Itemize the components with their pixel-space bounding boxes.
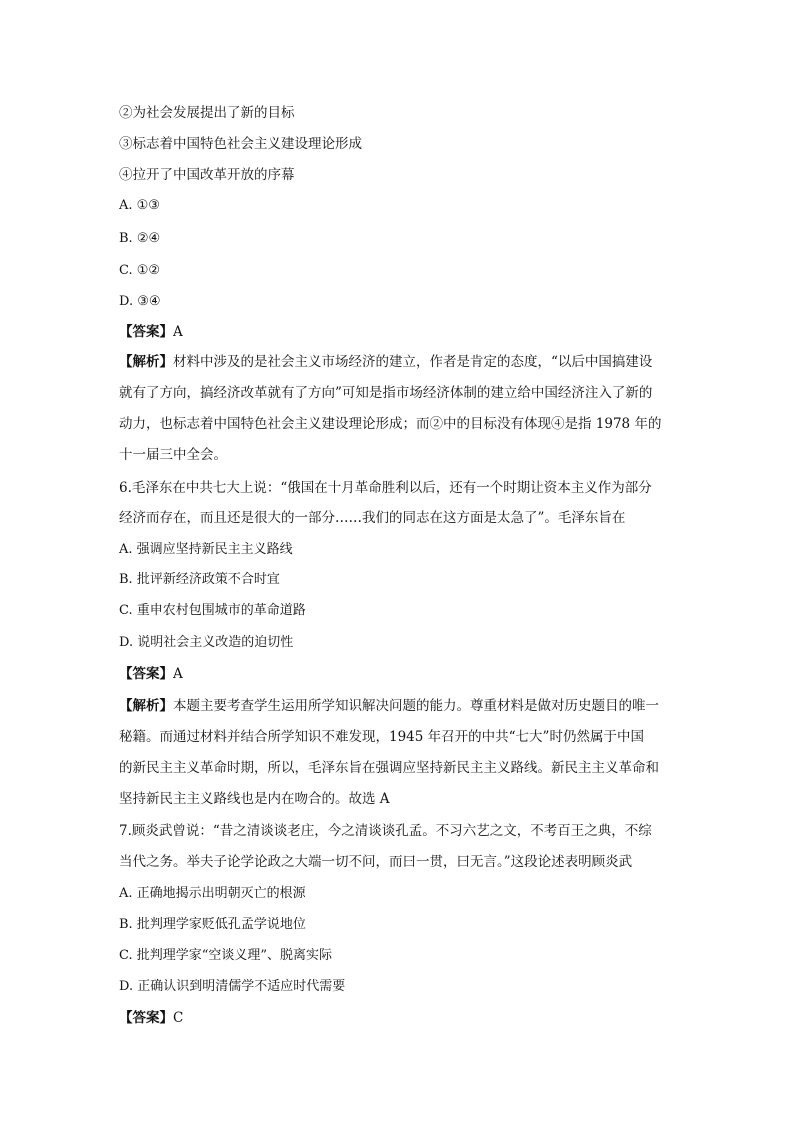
- q5-option-d: D. ③④: [119, 294, 161, 309]
- answer-value: A: [173, 324, 183, 340]
- q5-analysis-line-1: [119, 352, 679, 372]
- q7-option-c: C. 批判理学家“空谈义理”、脱离实际: [119, 948, 333, 963]
- q5-answer: [119, 322, 679, 342]
- analysis-label: 【解析】: [119, 354, 173, 370]
- q6-option-d: D. 说明社会主义改造的迫切性: [119, 635, 294, 650]
- q6-stem-line-1: 6.毛泽东在中共七大上说：“俄国在十月革命胜利以后，还有一个时期让资本主义作为部分: [119, 480, 652, 496]
- answer-label: 【答案】: [119, 1010, 173, 1026]
- answer-value: A: [173, 666, 183, 682]
- analysis-text: 本题主要考查学生运用所学知识解决问题的能力。尊重材料是做对历史题目的唯一: [173, 698, 659, 714]
- q5-analysis-line-4: 十一届三中全会。: [119, 447, 227, 463]
- q6-stem-line-2: 经济而存在，而且还是很大的一部分……我们的同志在这方面是太急了”。毛泽东旨在: [119, 510, 626, 526]
- q7-option-a: A. 正确地揭示出明朝灭亡的根源: [119, 886, 306, 901]
- answer-label: 【答案】: [119, 666, 173, 682]
- q5-option-a: A. ①③: [119, 198, 160, 213]
- q6-option-a: A. 强调应坚持新民主主义路线: [119, 542, 293, 557]
- q6-analysis-line-1: [119, 696, 679, 716]
- q5-statement-4: ④拉开了中国改革开放的序幕: [119, 167, 295, 183]
- q5-statement-2: ②为社会发展提出了新的目标: [119, 105, 295, 121]
- q6-analysis-line-2: 秘籍。而通过材料并结合所学知识不难发现，1945 年召开的中共“七大”时仍然属于中国: [119, 729, 644, 745]
- answer-label: 【答案】: [119, 324, 173, 340]
- q6-analysis-line-4: 坚持新民主主义路线也是内在吻合的。故选 A: [119, 791, 390, 807]
- analysis-label: 【解析】: [119, 698, 173, 714]
- q6-option-c: C. 重申农村包围城市的革命道路: [119, 603, 306, 618]
- q7-option-b: B. 批判理学家贬低孔孟学说地位: [119, 917, 306, 932]
- q5-analysis-line-3: 动力，也标志着中国特色社会主义建设理论形成；而②中的目标没有体现④是指 1978 年的: [119, 416, 662, 432]
- q6-answer: [119, 664, 679, 684]
- q5-statement-3: ③标志着中国特色社会主义建设理论形成: [119, 136, 362, 152]
- q5-option-c: C. ①②: [119, 263, 161, 278]
- q7-answer: [119, 1008, 679, 1028]
- q5-option-b: B. ②④: [119, 231, 161, 246]
- analysis-text: 材料中涉及的是社会主义市场经济的建立，作者是肯定的态度，“以后中国搞建设: [173, 354, 653, 370]
- answer-value: C: [173, 1010, 184, 1026]
- q7-option-d: D. 正确认识到明清儒学不适应时代需要: [119, 979, 346, 994]
- q6-analysis-line-3: 的新民主主义革命时期，所以，毛泽东旨在强调应坚持新民主主义路线。新民主主义革命和: [119, 760, 659, 776]
- q7-stem-line-1: 7.顾炎武曾说：“昔之清谈谈老庄，今之清谈谈孔孟。不习六艺之文，不考百王之典，不综: [119, 823, 652, 839]
- q6-option-b: B. 批评新经济政策不合时宜: [119, 572, 280, 587]
- q5-analysis-line-2: 就有了方向，搞经济改革就有了方向”可知是指市场经济体制的建立给中国经济注入了新的: [119, 385, 653, 401]
- q7-stem-line-2: 当代之务。举夫子论学论政之大端一切不问，而曰一贯，曰无言。”这段论述表明顾炎武: [119, 854, 633, 870]
